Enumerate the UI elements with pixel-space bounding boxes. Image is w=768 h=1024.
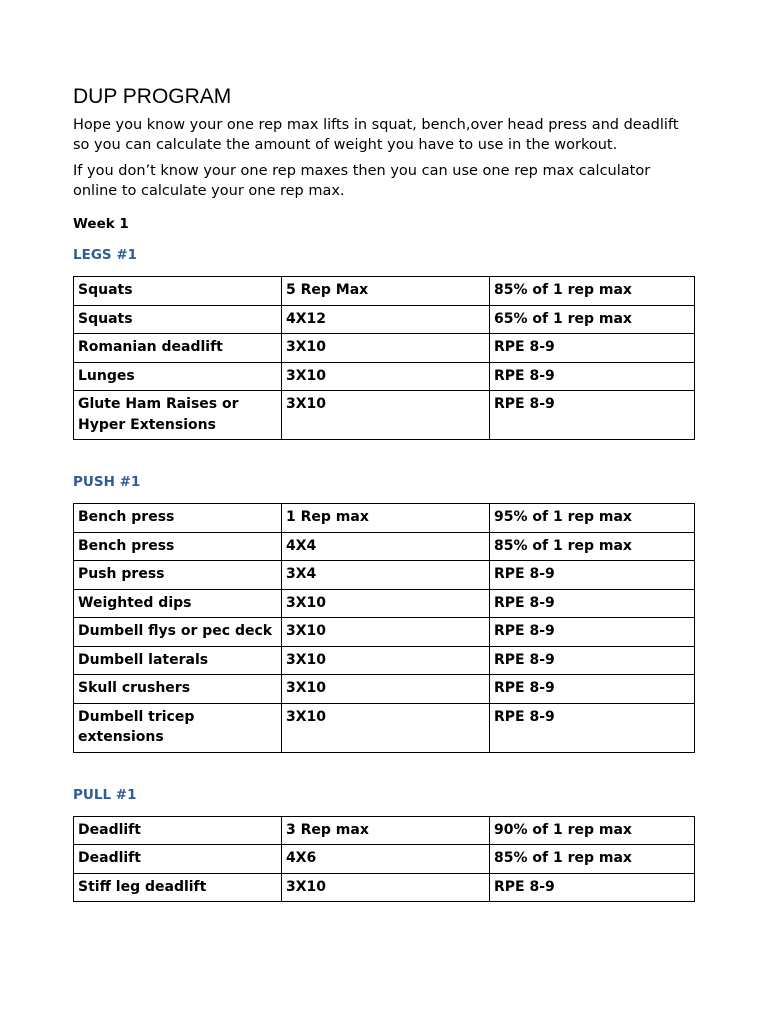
exercise-cell: Dumbell laterals [74,646,282,675]
sets-reps-cell: 3X10 [282,362,490,391]
sets-reps-cell: 5 Rep Max [282,277,490,306]
table-row [74,305,695,334]
intensity-cell: RPE 8-9 [490,589,695,618]
exercise-cell: Skull crushers [74,675,282,704]
sets-reps-cell: 4X12 [282,305,490,334]
table-row [74,504,695,533]
exercise-cell: Deadlift [74,845,282,874]
pull-section-heading: PULL #1 [73,786,137,803]
sets-reps-cell: 3X10 [282,589,490,618]
exercise-cell: Dumbell flys or pec deck [74,618,282,647]
push-workout-table [73,503,695,753]
table-row [74,362,695,391]
legs-workout-table [73,276,695,440]
intensity-cell: 90% of 1 rep max [490,816,695,845]
exercise-cell: Dumbell tricep extensions [74,703,282,752]
table-row [74,703,695,752]
table-row [74,675,695,704]
sets-reps-cell: 3X4 [282,561,490,590]
intensity-cell: RPE 8-9 [490,646,695,675]
exercise-cell: Push press [74,561,282,590]
document-page [73,84,698,902]
push-section-heading: PUSH #1 [73,474,141,490]
exercise-cell: Squats [74,305,282,334]
table-row [74,391,695,440]
table-row [74,277,695,306]
sets-reps-cell: 3X10 [282,391,490,440]
exercise-cell: Bench press [74,504,282,533]
sets-reps-cell: 3X10 [282,334,490,363]
intensity-cell: 85% of 1 rep max [490,845,695,874]
exercise-cell: Weighted dips [74,589,282,618]
sets-reps-cell: 3X10 [282,873,490,902]
intensity-cell: RPE 8-9 [490,334,695,363]
sets-reps-cell: 4X6 [282,845,490,874]
intensity-cell: RPE 8-9 [490,391,695,440]
legs-section-heading: LEGS #1 [73,247,138,263]
exercise-cell: Glute Ham Raises or Hyper Extensions [74,391,282,440]
table-row [74,618,695,647]
intensity-cell: 85% of 1 rep max [490,277,695,306]
intensity-cell: 95% of 1 rep max [490,504,695,533]
table-row [74,334,695,363]
intensity-cell: 85% of 1 rep max [490,532,695,561]
table-row [74,845,695,874]
intensity-cell: RPE 8-9 [490,618,695,647]
sets-reps-cell: 1 Rep max [282,504,490,533]
intro-paragraph-1: Hope you know your one rep max lifts in squat, bench,over head press and deadlift so you can calculate the amount of weight you have to use in the workout. [73,117,679,153]
table-row [74,816,695,845]
exercise-cell: Squats [74,277,282,306]
exercise-cell: Romanian deadlift [74,334,282,363]
sets-reps-cell: 3X10 [282,703,490,752]
table-row [74,873,695,902]
exercise-cell: Bench press [74,532,282,561]
sets-reps-cell: 3X10 [282,618,490,647]
intensity-cell: 65% of 1 rep max [490,305,695,334]
intensity-cell: RPE 8-9 [490,703,695,752]
week-label: Week 1 [73,216,129,232]
table-row [74,589,695,618]
intensity-cell: RPE 8-9 [490,873,695,902]
intensity-cell: RPE 8-9 [490,561,695,590]
exercise-cell: Stiff leg deadlift [74,873,282,902]
table-row [74,532,695,561]
sets-reps-cell: 3X10 [282,675,490,704]
sets-reps-cell: 3 Rep max [282,816,490,845]
sets-reps-cell: 4X4 [282,532,490,561]
intro-paragraph-2: If you don’t know your one rep maxes then you can use one rep max calculator online to calculate your one rep max. [73,163,651,199]
page-title: DUP PROGRAM [73,85,232,108]
pull-workout-table [73,816,695,903]
table-row [74,646,695,675]
intensity-cell: RPE 8-9 [490,362,695,391]
intensity-cell: RPE 8-9 [490,675,695,704]
exercise-cell: Lunges [74,362,282,391]
exercise-cell: Deadlift [74,816,282,845]
table-row [74,561,695,590]
sets-reps-cell: 3X10 [282,646,490,675]
